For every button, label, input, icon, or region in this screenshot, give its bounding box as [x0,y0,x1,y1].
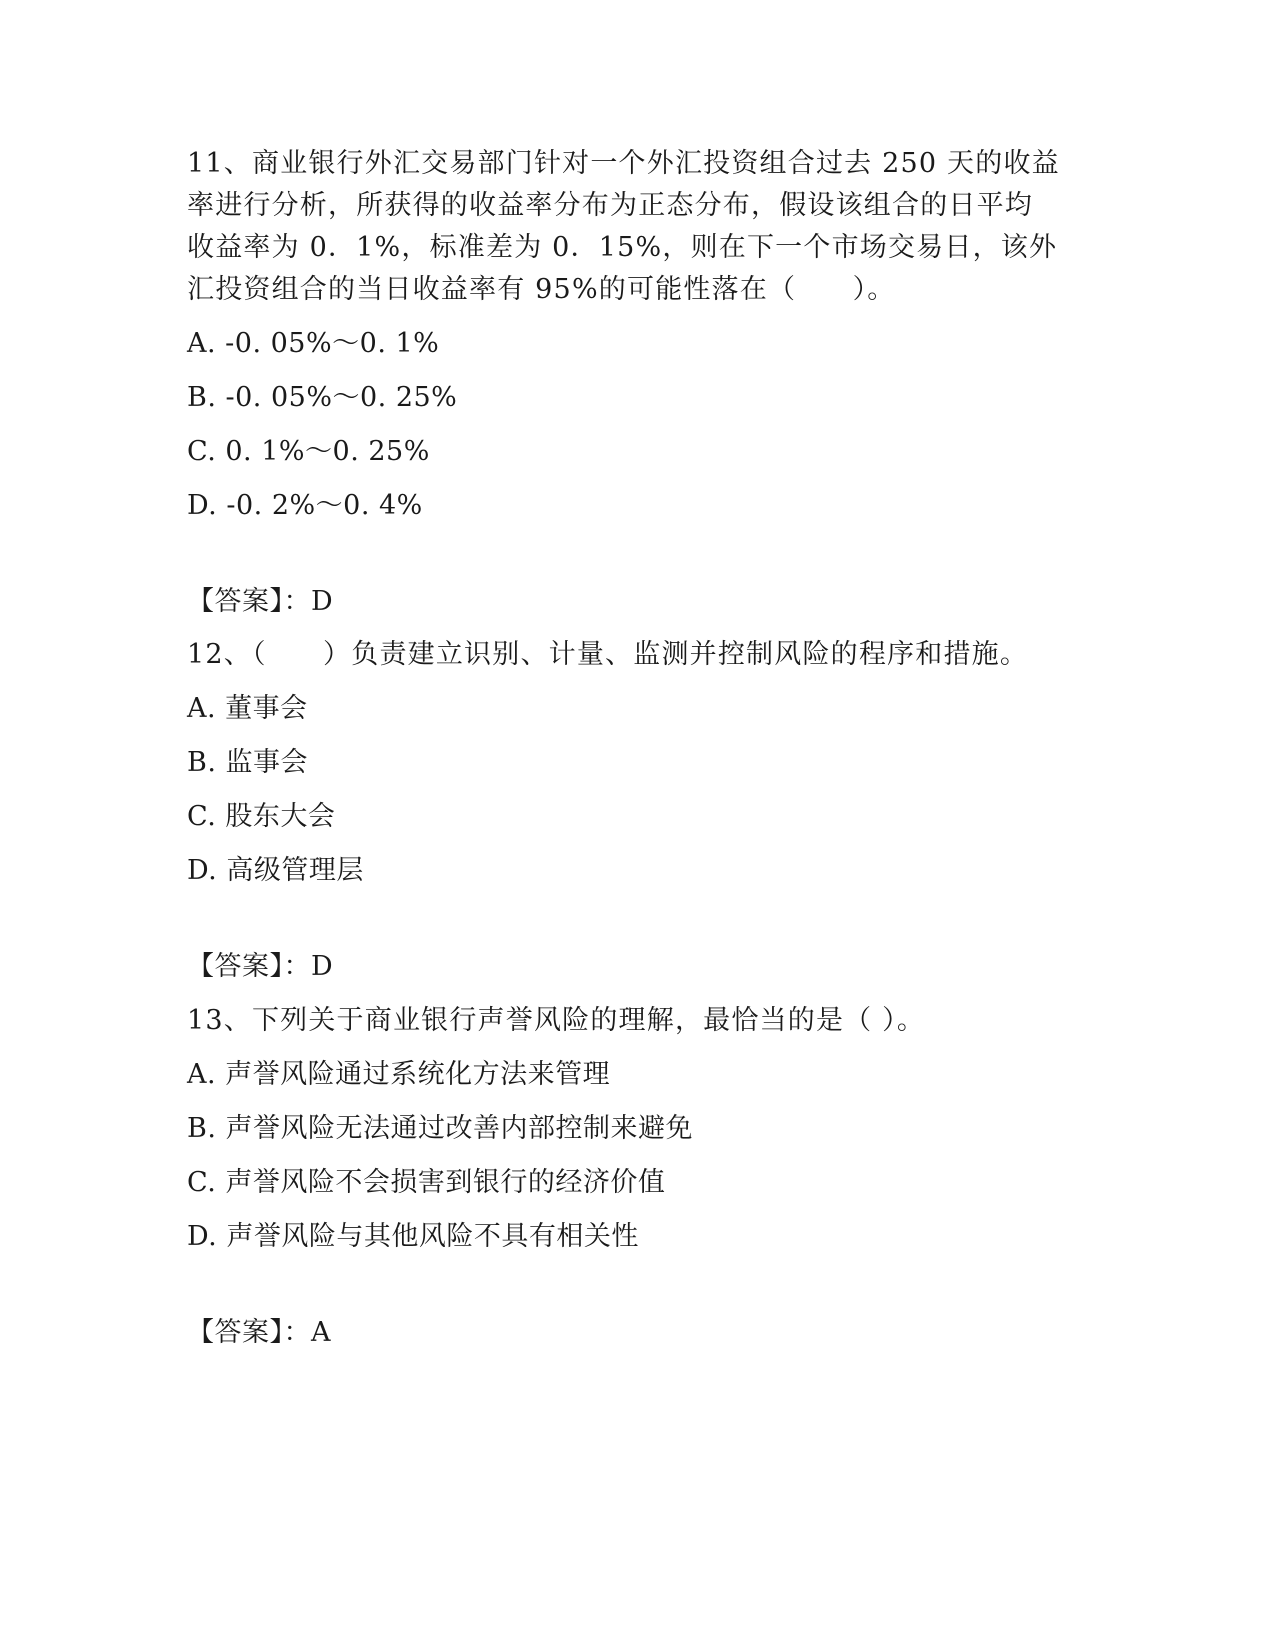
answer-label: 【答案】：D [187,951,334,982]
answer-label: 【答案】：A [187,1317,331,1348]
answer-label: 【答案】：D [187,586,334,617]
option-a: A. -0. 05%～0. 1% [187,328,440,359]
option-d: D. -0. 2%～0. 4% [187,490,423,521]
option-c: C. 声誉风险不会损害到银行的经济价值 [187,1167,666,1198]
option-b: B. 监事会 [187,747,309,778]
question-stem-line: 13、下列关于商业银行声誉风险的理解，最恰当的是（ ）。 [187,1005,926,1036]
option-d: D. 声誉风险与其他风险不具有相关性 [187,1221,639,1252]
option-c: C. 0. 1%～0. 25% [187,436,430,467]
question-stem-line: 率进行分析，所获得的收益率分布为正态分布，假设该组合的日平均 [187,190,1033,221]
question-stem-line: 汇投资组合的当日收益率有 95%的可能性落在（ ）。 [187,274,896,305]
option-c: C. 股东大会 [187,801,336,832]
option-a: A. 董事会 [187,693,308,724]
question-stem-line: 11、商业银行外汇交易部门针对一个外汇投资组合过去 250 天的收益 [187,148,1060,179]
option-b: B. -0. 05%～0. 25% [187,382,458,413]
question-stem-line: 12、（ ）负责建立识别、计量、监测并控制风险的程序和措施。 [187,639,1029,670]
option-d: D. 高级管理层 [187,855,364,886]
option-b: B. 声誉风险无法通过改善内部控制来避免 [187,1113,694,1144]
question-stem-line: 收益率为 0．1%，标准差为 0．15%，则在下一个市场交易日，该外 [187,232,1058,263]
option-a: A. 声誉风险通过系统化方法来管理 [187,1059,611,1090]
